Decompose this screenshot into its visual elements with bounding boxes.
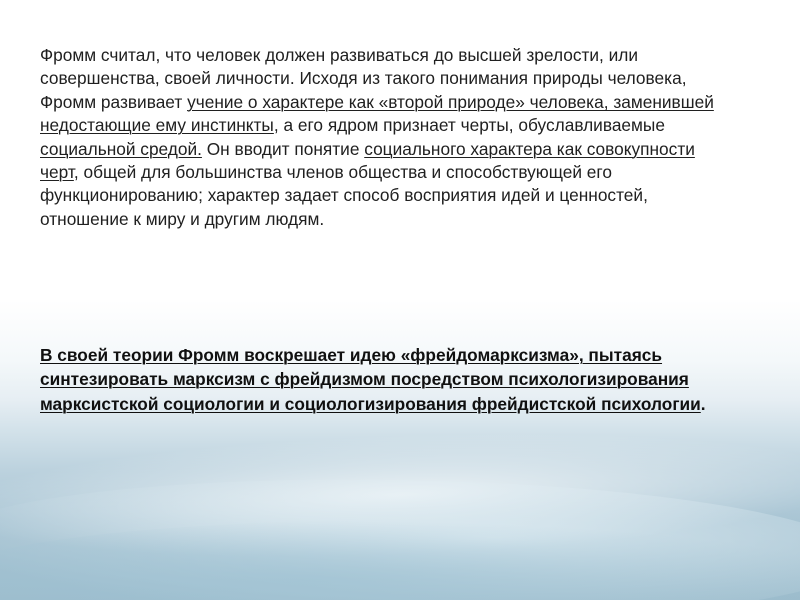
underlined-term: учение о характере как «второй природе» человека, заменившей недостающие ему инстинкты [40,91,714,136]
text-segment: . [700,393,706,414]
main-paragraph [40,44,730,231]
text-segment: Он вводит понятие [201,138,365,159]
text-segment: , общей для большинства членов общества и способствующей его функционированию; характер задает способ восприятия идей и ценностей, отношение к миру и другим людям. [40,162,648,229]
underlined-bold-text: В своей теории Фромм воскрешает идею «фрейдомарксизма», пытаясь синтезировать марксизм с фрейдизмом посредством психологизирования марксистской социологии и социологизирования фрейдистской психологии [40,345,701,414]
underlined-term: социального характера как совокупности черт [40,138,695,183]
conclusion-paragraph [40,343,740,416]
slide-content [40,44,730,231]
underlined-term: социальной средой. [40,138,202,159]
text-segment: , а его ядром признает черты, обуславливаемые [273,115,665,136]
text-segment: Фромм считал, что человек должен развиваться до высшей зрелости, или совершенства, своей личности. Исходя из такого понимания природы человека, Фромм развивает [40,45,687,112]
background-wave [0,520,800,600]
